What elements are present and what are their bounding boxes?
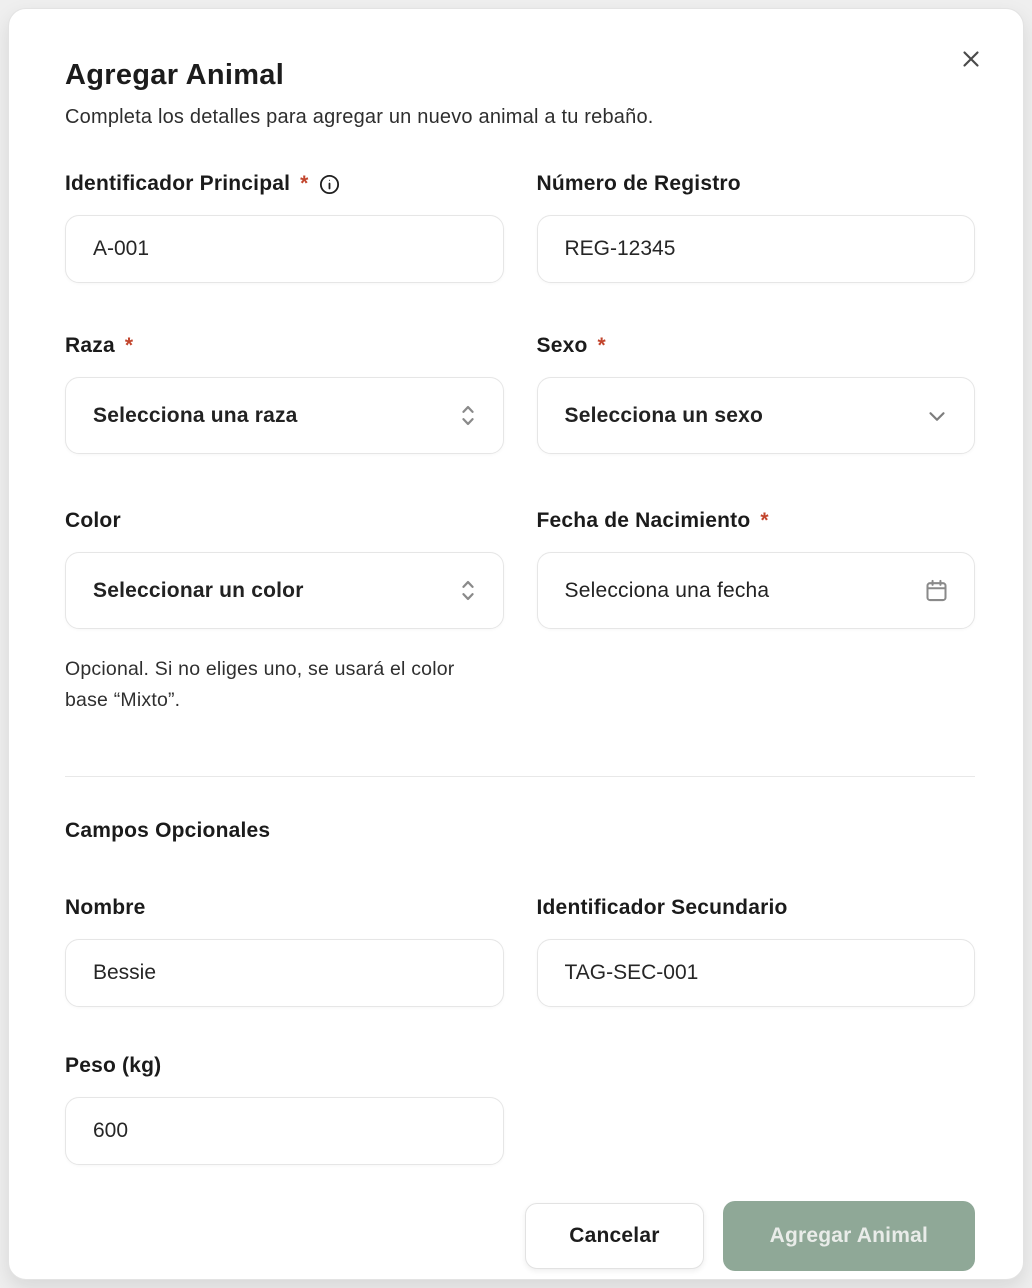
required-asterisk: *: [597, 334, 606, 357]
field-secondary-id: [537, 895, 976, 1007]
field-birth-date: [537, 508, 976, 736]
required-asterisk: *: [124, 334, 134, 357]
birth-date-value: Selecciona una fecha: [564, 578, 770, 602]
form-row-name-secondary: [65, 895, 975, 1007]
weight-label: Peso (kg): [65, 1053, 162, 1077]
info-icon[interactable]: [318, 173, 341, 196]
color-helper-text: Opcional. Si no eliges uno, se usará el color base “Mixto”.: [65, 658, 455, 712]
section-divider: [65, 776, 975, 777]
color-select-value: Seleccionar un color: [93, 578, 304, 602]
cancel-button[interactable]: Cancelar: [525, 1203, 703, 1269]
breed-select[interactable]: [65, 377, 504, 454]
dialog-footer: [57, 1201, 975, 1271]
form-row-identifiers: [65, 171, 975, 283]
weight-input[interactable]: [65, 1097, 504, 1165]
chevron-down-icon: [924, 403, 950, 429]
form-row-breed-sex: [65, 333, 975, 454]
registry-number-label: Número de Registro: [536, 172, 741, 195]
sex-select-value: Selecciona un sexo: [564, 403, 764, 427]
field-primary-id: [65, 171, 504, 283]
registry-number-input[interactable]: [537, 215, 976, 283]
primary-id-label: Identificador Principal: [65, 172, 291, 195]
color-select[interactable]: [65, 552, 504, 629]
field-sex: [537, 333, 976, 454]
submit-button[interactable]: Agregar Animal: [723, 1201, 975, 1271]
close-icon: [958, 46, 984, 72]
breed-select-value: Selecciona una raza: [93, 403, 298, 427]
form-row-color-birthdate: [65, 508, 975, 736]
add-animal-dialog: [8, 8, 1024, 1280]
sex-select[interactable]: [537, 377, 976, 454]
dialog-title: Agregar Animal: [65, 59, 285, 91]
field-registry-number: [537, 171, 976, 283]
secondary-id-label: Identificador Secundario: [536, 895, 788, 919]
field-weight: [65, 1053, 504, 1165]
field-name: [65, 895, 504, 1007]
secondary-id-input[interactable]: [537, 939, 976, 1007]
sex-label: Sexo: [536, 334, 588, 357]
field-breed: [65, 333, 504, 454]
birth-date-picker[interactable]: [537, 552, 976, 629]
dialog-subtitle: Completa los detalles para agregar un nuevo animal a tu rebaño.: [65, 106, 654, 128]
optional-fields-heading: Campos Opcionales: [65, 818, 271, 842]
required-asterisk: *: [300, 172, 309, 195]
form-row-weight: [65, 1053, 975, 1165]
name-input[interactable]: [65, 939, 504, 1007]
color-label: Color: [65, 509, 121, 532]
calendar-icon: [923, 577, 950, 604]
close-button[interactable]: [953, 41, 989, 77]
required-asterisk: *: [760, 509, 769, 532]
chevron-up-down-icon: [457, 402, 479, 429]
name-label: Nombre: [65, 895, 146, 919]
chevron-up-down-icon: [457, 577, 479, 604]
breed-label: Raza: [65, 334, 115, 357]
birth-date-label: Fecha de Nacimiento: [536, 509, 751, 532]
primary-id-input[interactable]: [65, 215, 504, 283]
field-color: [65, 508, 504, 736]
